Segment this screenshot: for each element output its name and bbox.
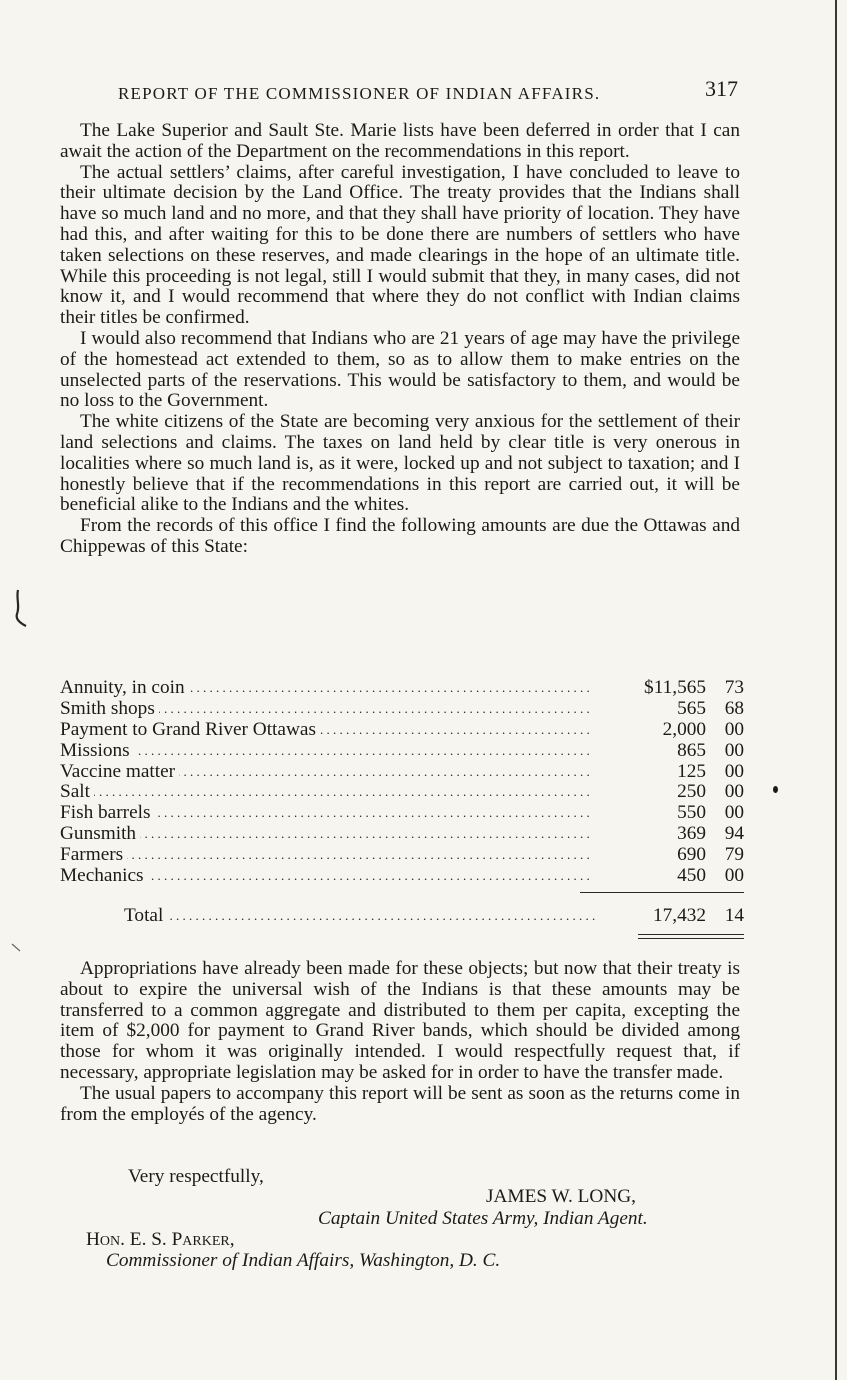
ledger-row <box>60 762 744 783</box>
ledger-dollars: 450 <box>677 865 706 887</box>
double-rule-top <box>638 934 744 935</box>
ledger-row <box>60 803 744 824</box>
ledger-cents: 00 <box>724 718 744 740</box>
ledger-dollars: 865 <box>677 739 706 761</box>
page-number: 317 <box>705 76 738 101</box>
margin-dot-mark <box>773 786 778 793</box>
paragraph: The Lake Superior and Sault Ste. Marie lists have been deferred in order that I can await the action of the Department on the recommendations in this report. <box>60 120 740 162</box>
ledger-label: Salt <box>60 782 94 802</box>
ledger-cents: 00 <box>724 802 744 824</box>
ledger-dollars: 250 <box>677 781 706 803</box>
ledger-dollars: 369 <box>677 823 706 845</box>
double-rule-bottom <box>638 938 744 939</box>
ledger-dollars: $11,565 <box>644 677 706 698</box>
addressee-title: Commissioner of Indian Affairs, Washington, D. C. <box>106 1250 501 1271</box>
ledger-cents: 79 <box>724 844 744 866</box>
page-edge <box>835 0 837 1380</box>
ledger-dollars: 690 <box>677 844 706 866</box>
header-title: REPORT OF THE COMMISSIONER OF INDIAN AFFAIRS. <box>118 84 601 103</box>
signatory-name: JAMES W. LONG, <box>486 1186 636 1207</box>
paragraph: The usual papers to accompany this report will be sent as soon as the returns come in from the employés of the agency. <box>60 1082 740 1125</box>
ledger-label: Mechanics <box>60 866 148 886</box>
ledger-row <box>60 699 744 720</box>
ledger-cents: 00 <box>724 865 744 887</box>
ledger-row <box>60 845 744 866</box>
ledger-row <box>60 824 744 845</box>
margin-bracket-mark <box>14 588 28 628</box>
ledger-cents: 00 <box>724 781 744 803</box>
ledger-label: Gunsmith <box>60 824 140 844</box>
body-text <box>60 121 740 558</box>
ledger-row <box>60 741 744 762</box>
ledger-label: Annuity, in coin <box>60 678 189 698</box>
paragraph: The white citizens of the State are becoming very anxious for the settlement of their land selections and claims. The taxes on land held by clear title is very onerous in localities where so much land is, as it were, locked up and not subject to taxation; and I honestly believe that if the recommendations in this report are carried out, it will be beneficial alike to the Indians and the whites. <box>60 411 740 516</box>
paragraph: I would also recommend that Indians who are 21 years of age may have the privilege of the homestead act extended to them, so as to allow them to make entries on the unselected parts of the reservations. This would be satisfactory to them, and would be no loss to the Government. <box>60 327 740 412</box>
paragraph: The actual settlers’ claims, after careful investigation, I have concluded to leave to their ultimate decision by the Land Office. The treaty provides that the Indians shall have so much land and no more, and that they shall have priority of location. They have had this, and after waiting for this to be done there are numbers of settlers who have taken selections on these reserves, and made clearings in the hope of an ultimate title. While this proceeding is not legal, still I would submit that they, in many cases, did not know it, and I would recommend that where they do not conflict with Indian claims their titles be confirmed. <box>60 161 740 329</box>
ledger-cents: 00 <box>724 760 744 782</box>
ledger-label: Missions <box>60 741 134 761</box>
ledger-label: Vaccine matter <box>60 762 179 782</box>
ledger-total-row <box>60 904 744 928</box>
ledger-row <box>60 866 744 887</box>
ledger-cents: 94 <box>724 823 744 845</box>
ledger-dollars: 565 <box>677 697 706 719</box>
sum-rule <box>580 892 744 893</box>
total-cents: 14 <box>724 905 744 926</box>
total-dollars: 17,432 <box>652 905 706 926</box>
ledger-row <box>60 782 744 803</box>
ledger-label: Payment to Grand River Ottawas <box>60 720 320 740</box>
salutation: Very respectfully, <box>128 1166 264 1187</box>
signatory-title: Captain United States Army, Indian Agent. <box>318 1208 648 1229</box>
ledger-row <box>60 720 744 741</box>
ledger-row <box>60 678 744 699</box>
ledger-label: Fish barrels <box>60 803 155 823</box>
ledger-dollars: 550 <box>677 802 706 824</box>
paragraph: Appropriations have already been made for these objects; but now that their treaty is about to expire the universal wish of the Indians is that these amounts may be transferred to a common aggregate and distributed to them per capita, excepting the item of $2,000 for payment to Grand River bands, which should be divided among those for whom it was originally intended. I would respectfully request that, if necessary, appropriate legislation may be asked for in order to have the transfer made. <box>60 958 740 1083</box>
addressee-name: Hon. E. S. Parker, <box>86 1229 235 1250</box>
ledger-cents: 00 <box>724 739 744 761</box>
ledger-dollars: 2,000 <box>662 718 706 740</box>
running-header <box>118 76 740 106</box>
ledger-label: Smith shops <box>60 699 159 719</box>
amounts-ledger <box>60 678 744 887</box>
ledger-dollars: 125 <box>677 760 706 782</box>
paragraph: From the records of this office I find the following amounts are due the Ottawas and Chippewas of this State: <box>60 515 740 557</box>
closing-text <box>60 959 740 1125</box>
ledger-label: Farmers <box>60 845 127 865</box>
ledger-cents: 73 <box>724 677 744 698</box>
total-label: Total <box>124 905 167 926</box>
ledger-cents: 68 <box>724 697 744 719</box>
margin-tick-mark <box>10 942 24 954</box>
